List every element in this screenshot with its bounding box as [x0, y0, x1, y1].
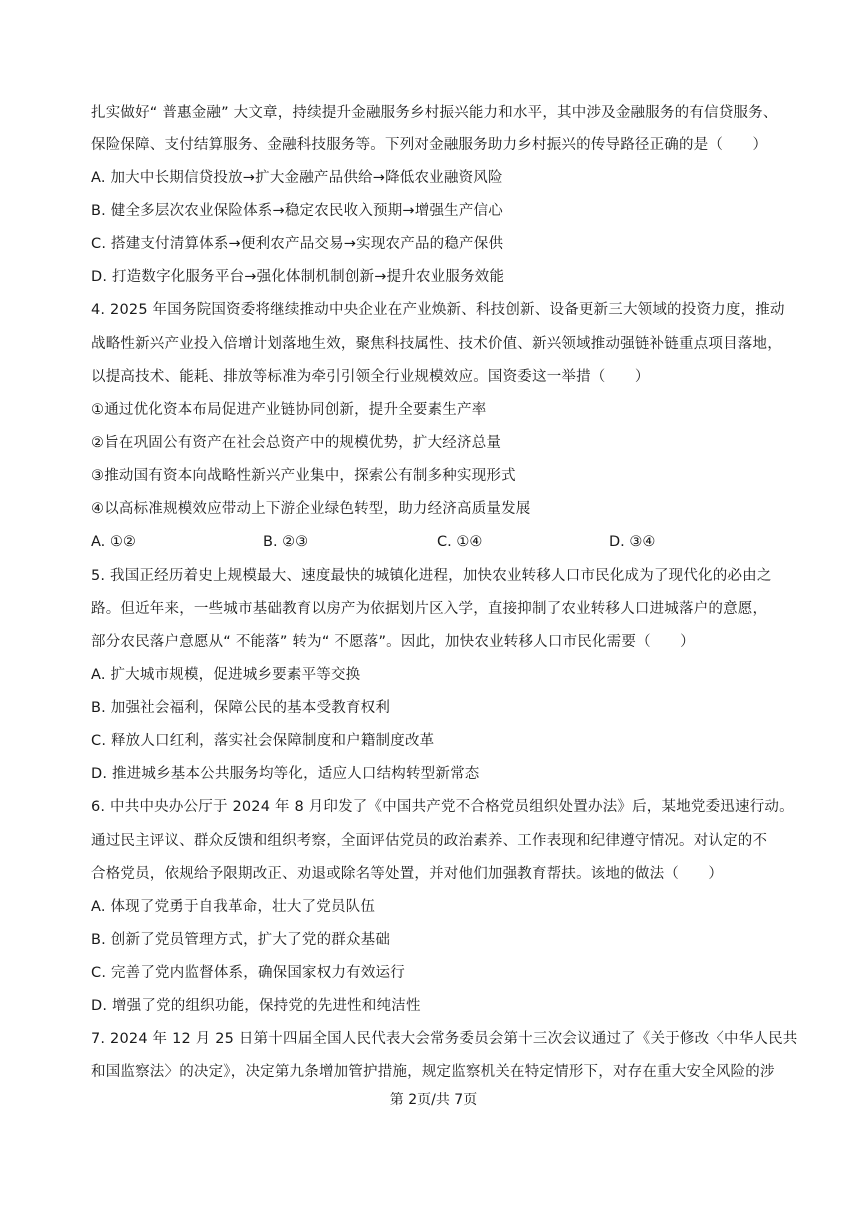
- option-c: C. 完善了党内监督体系，确保国家权力有效运行: [91, 965, 405, 981]
- option-c: C. 搭建支付清算体系→便利农产品交易→实现农产品的稳产保供: [91, 236, 504, 252]
- option-a: A. 体现了党勇于自我革命，壮大了党员队伍: [91, 899, 376, 915]
- option-b: B. 加强社会福利，保障公民的基本受教育权利: [91, 700, 391, 716]
- text-line: 扎实做好“ 普惠金融” 大文章，持续提升金融服务乡村振兴能力和水平，其中涉及金融服务的有信贷服务、: [91, 105, 778, 121]
- page-footer: 第 2页/共 7页: [389, 1092, 478, 1108]
- question-5-line: 部分农民落户意愿从“ 不能落” 转为“ 不愿落”。因此，加快农业转移人口市民化需要（ ）: [91, 634, 695, 650]
- question-7-line: 和国监察法〉的决定》，决定第九条增加管护措施，规定监察机关在特定情形下，对存在重大安全风险的涉: [91, 1064, 775, 1080]
- question-7-line: 7. 2024 年 12 月 25 日第十四届全国人民代表大会常务委员会第十三次会议通过了《关于修改〈中华人民共: [91, 1031, 798, 1047]
- question-4-line: 战略性新兴产业投入倍增计划落地生效，聚焦科技属性、技术价值、新兴领域推动强链补链重点项目落地，: [91, 336, 782, 352]
- statement-4: ④以高标准规模效应带动上下游企业绿色转型，助力经济高质量发展: [91, 501, 531, 517]
- q4-option-c: C. ①④: [437, 534, 483, 550]
- statement-2: ②旨在巩固公有资产在社会总资产中的规模优势，扩大经济总量: [91, 435, 502, 451]
- option-b: B. 健全多层次农业保险体系→稳定农民收入预期→增强生产信心: [91, 203, 503, 219]
- q4-option-b: B. ②③: [263, 534, 309, 550]
- question-5-line: 路。但近年来，一些城市基础教育以房产为依据划片区入学，直接抑制了农业转移人口进城落户的意愿，: [91, 601, 768, 617]
- option-a: A. 扩大城市规模，促进城乡要素平等交换: [91, 667, 361, 683]
- question-6-line: 通过民主评议、群众反馈和组织考察，全面评估党员的政治素养、工作表现和纪律遵守情况。对认定的不: [91, 833, 768, 849]
- statement-3: ③推动国有资本向战略性新兴产业集中，探索公有制多种实现形式: [91, 468, 516, 484]
- question-6-line: 合格党员，依规给予限期改正、劝退或除名等处置，并对他们加强教育帮扶。该地的做法（ ）: [91, 866, 724, 882]
- q4-option-a: A. ①②: [91, 534, 136, 550]
- option-d: D. 打造数字化服务平台→强化体制机制创新→提升农业服务效能: [91, 269, 505, 285]
- option-a: A. 加大中长期信贷投放→扩大金融产品供给→降低农业融资风险: [91, 170, 503, 186]
- option-b: B. 创新了党员管理方式，扩大了党的群众基础: [91, 932, 391, 948]
- q4-option-d: D. ③④: [609, 534, 656, 550]
- option-c: C. 释放人口红利，落实社会保障制度和户籍制度改革: [91, 733, 435, 749]
- question-5-line: 5. 我国正经历着史上规模最大、速度最快的城镇化进程，加快农业转移人口市民化成为了现代化的必由之: [91, 568, 772, 584]
- statement-1: ①通过优化资本布局促进产业链协同创新，提升全要素生产率: [91, 402, 487, 418]
- question-4-line: 4. 2025 年国务院国资委将继续推动中央企业在产业焕新、科技创新、设备更新三大领域的投资力度，推动: [91, 302, 785, 318]
- text-line: 保险保障、支付结算服务、金融科技服务等。下列对金融服务助力乡村振兴的传导路径正确的是（ ）: [91, 137, 768, 153]
- option-d: D. 增强了党的组织功能，保持党的先进性和纯洁性: [91, 998, 421, 1014]
- question-4-line: 以提高技术、能耗、排放等标准为牵引引领全行业规模效应。国资委这一举措（ ）: [91, 369, 650, 385]
- question-6-line: 6. 中共中央办公厅于 2024 年 8 月印发了《中国共产党不合格党员组织处置办法》后，某地党委迅速行动。: [91, 799, 794, 815]
- option-d: D. 推进城乡基本公共服务均等化，适应人口结构转型新常态: [91, 766, 480, 782]
